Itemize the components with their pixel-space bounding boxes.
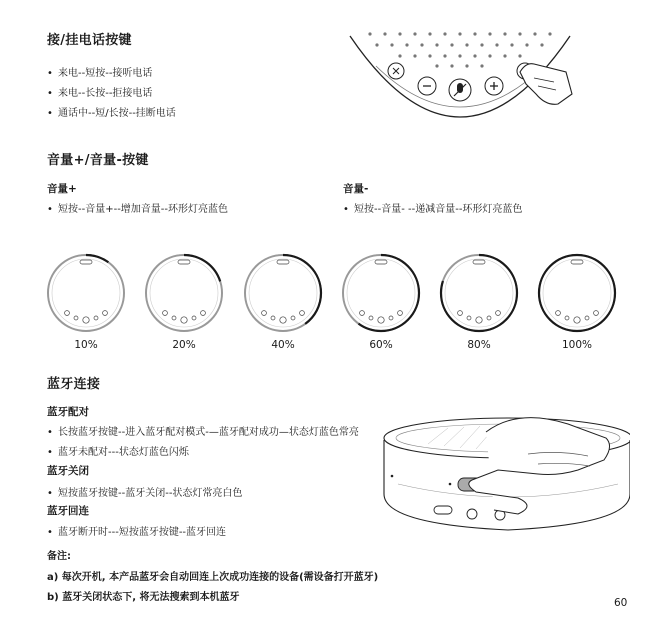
call-item-hangup: • 通话中--短/长按--挂断电话 [47, 104, 176, 119]
volume-down-label: 音量- [343, 183, 369, 195]
volume-section-title: 音量+/音量-按键 [47, 153, 149, 168]
call-item-reject: • 来电--长按--拒接电话 [47, 84, 152, 99]
volume-up-icon [485, 77, 503, 95]
volume-level-label-4: 60% [369, 339, 393, 351]
logo-badge-icon [80, 260, 92, 264]
speakerphone-top-illustration [340, 28, 580, 134]
note-b: b) 蓝牙关闭状态下, 将无法搜索到本机蓝牙 [47, 592, 240, 603]
logo-badge-icon [375, 260, 387, 264]
logo-badge-icon [178, 260, 190, 264]
volume-ring-1 [41, 248, 131, 338]
volume-ring-5 [434, 248, 524, 338]
volume-ring-6 [532, 248, 622, 338]
volume-level-label-1: 10% [74, 339, 98, 351]
audio-jack-icon [467, 509, 477, 519]
volume-level-label-3: 40% [271, 339, 295, 351]
volume-level-label-5: 80% [467, 339, 491, 351]
bluetooth-pair-item-1: • 长按蓝牙按键--进入蓝牙配对模式-—蓝牙配对成功—状态灯蓝色常亮 [47, 423, 359, 438]
call-item-answer: • 来电--短按--接听电话 [47, 64, 152, 79]
bluetooth-pair-item-2: • 蓝牙未配对---状态灯蓝色闪烁 [47, 443, 189, 458]
bluetooth-off-item: • 短按蓝牙按键--蓝牙关闭--状态灯常亮白色 [47, 484, 242, 499]
usb-port-icon [434, 506, 452, 514]
notes-title: 备注: [47, 551, 71, 562]
bluetooth-section-title: 蓝牙连接 [47, 377, 101, 392]
volume-ring-2 [139, 248, 229, 338]
logo-badge-icon [277, 260, 289, 264]
mute-mic-icon [449, 79, 471, 101]
volume-ring-4 [336, 248, 426, 338]
speakerphone-side-illustration [368, 414, 630, 556]
bluetooth-icon [388, 63, 404, 79]
finger-pressing-icon [520, 64, 572, 105]
logo-badge-icon [473, 260, 485, 264]
volume-up-label: 音量+ [47, 183, 77, 195]
page-number: 60 [614, 597, 628, 609]
bluetooth-reconnect-item: • 蓝牙断开时---短按蓝牙按键--蓝牙回连 [47, 523, 226, 538]
volume-up-item: • 短按--音量+--增加音量--环形灯亮蓝色 [47, 200, 228, 215]
volume-down-icon [418, 77, 436, 95]
bluetooth-reconnect-title: 蓝牙回连 [47, 505, 89, 517]
volume-ring-3 [238, 248, 328, 338]
note-a: a) 每次开机, 本产品蓝牙会自动回连上次成功连接的设备(需设备打开蓝牙) [47, 572, 379, 583]
volume-level-label-2: 20% [172, 339, 196, 351]
bluetooth-pair-title: 蓝牙配对 [47, 406, 89, 418]
logo-badge-icon [571, 260, 583, 264]
volume-level-label-6: 100% [561, 339, 593, 351]
call-section-title: 接/挂电话按键 [47, 33, 132, 48]
volume-down-item: • 短按--音量- --递减音量--环形灯亮蓝色 [343, 200, 522, 215]
bluetooth-off-title: 蓝牙关闭 [47, 465, 89, 477]
